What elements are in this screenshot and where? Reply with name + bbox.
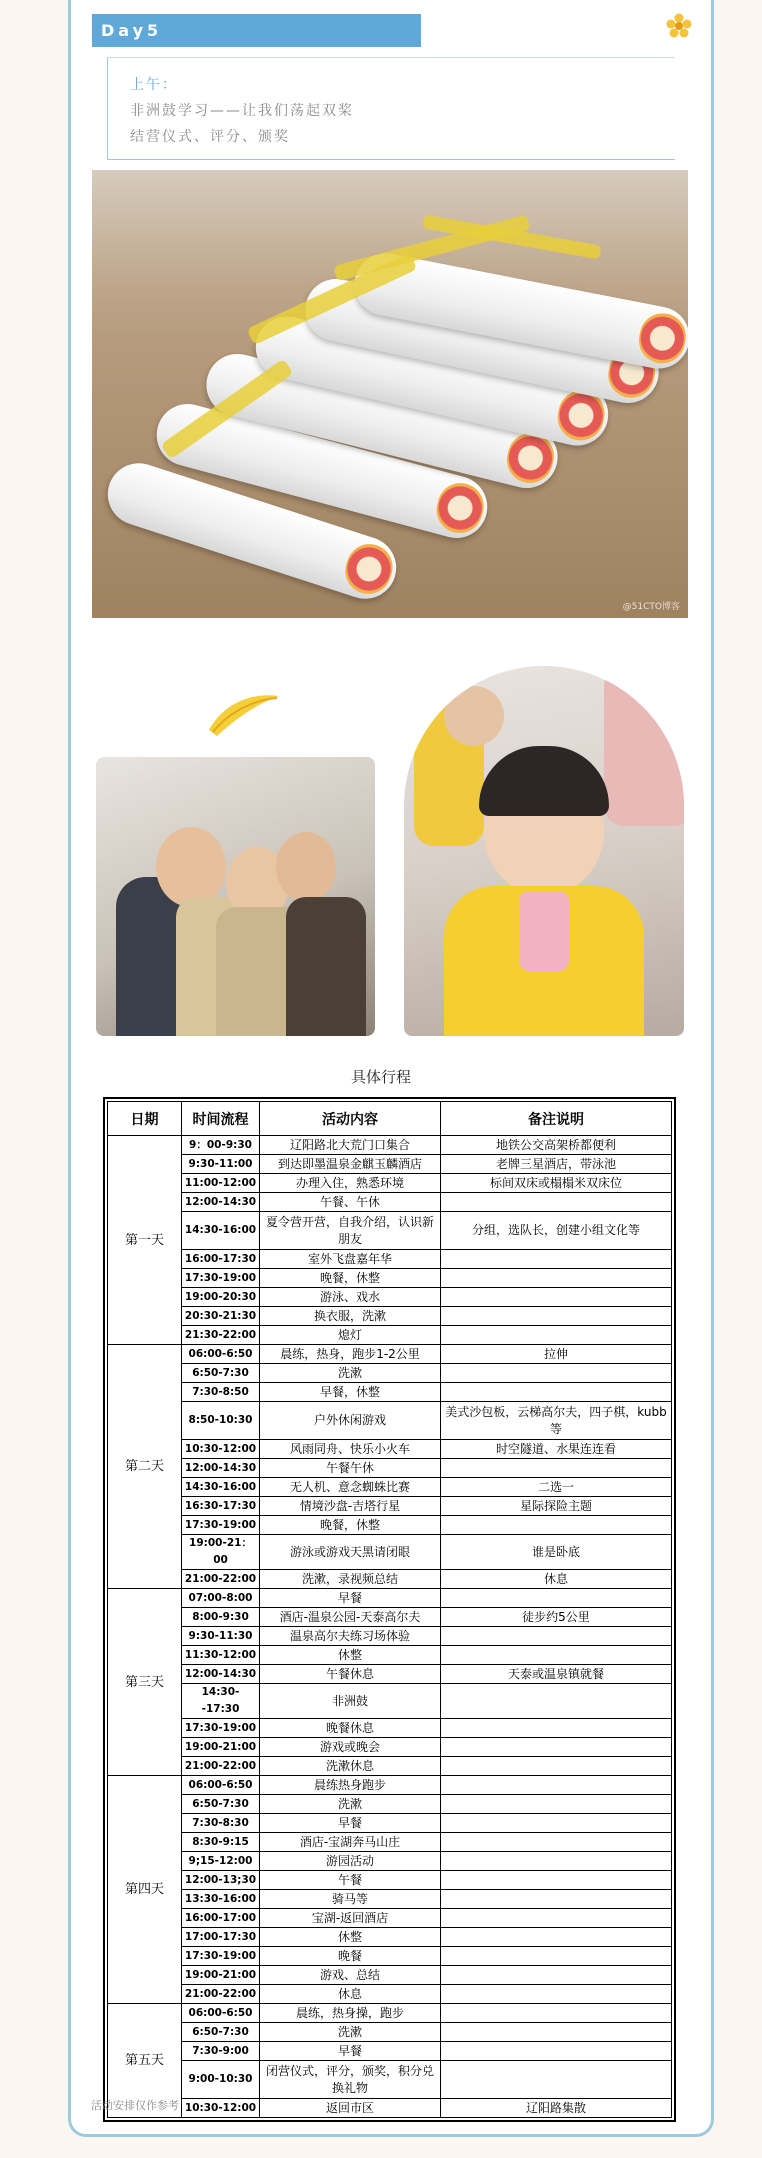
notes-cell: 谁是卧底	[441, 1535, 672, 1570]
schedule-item: 非洲鼓学习——让我们荡起双桨	[130, 103, 354, 119]
table-row	[108, 1966, 672, 1985]
time-cell: 14:30--17:30	[182, 1684, 260, 1719]
activity-cell: 辽阳路北大荒门口集合	[260, 1136, 441, 1155]
notes-cell	[441, 1890, 672, 1909]
table-row	[108, 1364, 672, 1383]
day-heading: Day5	[92, 14, 421, 47]
notes-cell	[441, 1383, 672, 1402]
table-row	[108, 1814, 672, 1833]
time-cell: 7:30-9:00	[182, 2042, 260, 2061]
activity-cell: 户外休闲游戏	[260, 1402, 441, 1440]
table-row	[108, 2042, 672, 2061]
activity-cell: 游园活动	[260, 1852, 441, 1871]
activity-cell: 午餐休息	[260, 1665, 441, 1684]
table-row	[108, 2023, 672, 2042]
notes-cell	[441, 1307, 672, 1326]
table-row	[108, 1833, 672, 1852]
notes-cell	[441, 1326, 672, 1345]
activity-cell: 晨练热身跑步	[260, 1776, 441, 1795]
notes-cell	[441, 1757, 672, 1776]
table-row	[108, 1776, 672, 1795]
notes-cell	[441, 1795, 672, 1814]
notes-cell	[441, 2042, 672, 2061]
schedule-period: 上午：	[130, 77, 178, 93]
header-date: 日期	[108, 1102, 182, 1136]
activity-cell: 洗漱	[260, 1795, 441, 1814]
notes-cell: 拉伸	[441, 1345, 672, 1364]
activity-cell: 酒店-宝湖奔马山庄	[260, 1833, 441, 1852]
time-cell: 21:00-22:00	[182, 1570, 260, 1589]
activity-cell: 休息	[260, 1985, 441, 2004]
time-cell: 9:00-10:30	[182, 2061, 260, 2099]
table-row	[108, 1459, 672, 1478]
activity-cell: 办理入住，熟悉环境	[260, 1174, 441, 1193]
day-cell: 第四天	[108, 1776, 182, 2004]
time-cell: 8:50-10:30	[182, 1402, 260, 1440]
activity-cell: 返回市区	[260, 2099, 441, 2118]
activity-cell: 午餐午休	[260, 1459, 441, 1478]
activity-cell: 到达即墨温泉金麒玉麟酒店	[260, 1155, 441, 1174]
time-cell: 10:30-12:00	[182, 2099, 260, 2118]
activity-cell: 宝湖-返回酒店	[260, 1909, 441, 1928]
day-cell: 第五天	[108, 2004, 182, 2118]
activity-cell: 晨练，热身，跑步1-2公里	[260, 1345, 441, 1364]
activity-cell: 休整	[260, 1646, 441, 1665]
activity-cell: 晚餐休息	[260, 1719, 441, 1738]
table-row	[108, 1307, 672, 1326]
table-row	[108, 1871, 672, 1890]
activity-cell: 早餐	[260, 1589, 441, 1608]
activity-cell: 洗漱休息	[260, 1757, 441, 1776]
notes-cell	[441, 1646, 672, 1665]
header-activity: 活动内容	[260, 1102, 441, 1136]
time-cell: 16:00-17:00	[182, 1909, 260, 1928]
activity-cell: 午餐	[260, 1871, 441, 1890]
time-cell: 14:30-16:00	[182, 1212, 260, 1250]
table-row	[108, 1852, 672, 1871]
table-row	[108, 1478, 672, 1497]
activity-cell: 游戏或晚会	[260, 1738, 441, 1757]
activity-cell: 风雨同舟、快乐小火车	[260, 1440, 441, 1459]
notes-cell	[441, 1852, 672, 1871]
time-cell: 17:00-17:30	[182, 1928, 260, 1947]
table-row	[108, 1440, 672, 1459]
time-cell: 17:30-19:00	[182, 1719, 260, 1738]
time-cell: 17:30-19:00	[182, 1269, 260, 1288]
time-cell: 21:30-22:00	[182, 1326, 260, 1345]
table-row	[108, 1589, 672, 1608]
notes-cell	[441, 1985, 672, 2004]
table-row	[108, 1947, 672, 1966]
table-row	[108, 1928, 672, 1947]
activity-cell: 无人机、意念蜘蛛比赛	[260, 1478, 441, 1497]
notes-cell	[441, 1966, 672, 1985]
time-cell: 12:00-14:30	[182, 1459, 260, 1478]
activity-cell: 闭营仪式，评分，颁奖，积分兑换礼物	[260, 2061, 441, 2099]
time-cell: 12:00-14:30	[182, 1193, 260, 1212]
time-cell: 6:50-7:30	[182, 1795, 260, 1814]
time-cell: 20:30-21:30	[182, 1307, 260, 1326]
notes-cell: 时空隧道、水果连连看	[441, 1440, 672, 1459]
activity-cell: 游泳、戏水	[260, 1288, 441, 1307]
notes-cell	[441, 2061, 672, 2099]
table-row	[108, 1155, 672, 1174]
time-cell: 7:30-8:30	[182, 1814, 260, 1833]
activity-cell: 洗漱	[260, 1364, 441, 1383]
photo-watermark: @51CTO博客	[622, 602, 680, 612]
schedule-item: 结营仪式、评分、颁奖	[130, 129, 290, 145]
day-cell: 第一天	[108, 1136, 182, 1345]
activity-cell: 非洲鼓	[260, 1684, 441, 1719]
header-notes: 备注说明	[441, 1102, 672, 1136]
activity-cell: 游戏、总结	[260, 1966, 441, 1985]
notes-cell: 辽阳路集散	[441, 2099, 672, 2118]
table-row	[108, 1665, 672, 1684]
activity-cell: 室外飞盘嘉年华	[260, 1250, 441, 1269]
notes-cell	[441, 1589, 672, 1608]
banana-icon	[203, 686, 283, 738]
time-cell: 19:00-21:00	[182, 1966, 260, 1985]
table-row	[108, 2099, 672, 2118]
table-row	[108, 1646, 672, 1665]
notes-cell	[441, 2004, 672, 2023]
time-cell: 7:30-8:50	[182, 1383, 260, 1402]
table-row	[108, 1383, 672, 1402]
table-row	[108, 1890, 672, 1909]
activity-cell: 夏令营开营，自我介绍，认识新朋友	[260, 1212, 441, 1250]
time-cell: 13:30-16:00	[182, 1890, 260, 1909]
notes-cell: 分组，选队长，创建小组文化等	[441, 1212, 672, 1250]
table-row	[108, 1402, 672, 1440]
time-cell: 9:30-11:30	[182, 1627, 260, 1646]
table-row	[108, 2061, 672, 2099]
notes-cell: 老牌三星酒店，带泳池	[441, 1155, 672, 1174]
table-row	[108, 1193, 672, 1212]
table-row	[108, 1627, 672, 1646]
table-row	[108, 1795, 672, 1814]
notes-cell: 徒步约5公里	[441, 1608, 672, 1627]
notes-cell	[441, 2023, 672, 2042]
notes-cell	[441, 1947, 672, 1966]
table-row	[108, 1345, 672, 1364]
notes-cell	[441, 1776, 672, 1795]
table-row	[108, 1985, 672, 2004]
time-cell: 17:30-19:00	[182, 1516, 260, 1535]
time-cell: 06:00-6:50	[182, 1345, 260, 1364]
notes-cell	[441, 1516, 672, 1535]
time-cell: 8:00-9:30	[182, 1608, 260, 1627]
time-cell: 8:30-9:15	[182, 1833, 260, 1852]
table-row	[108, 2004, 672, 2023]
activity-cell: 换衣服，洗漱	[260, 1307, 441, 1326]
time-cell: 12:00-13;30	[182, 1871, 260, 1890]
time-cell: 06:00-6:50	[182, 1776, 260, 1795]
notes-cell	[441, 1684, 672, 1719]
table-row	[108, 1757, 672, 1776]
flower-icon	[666, 13, 692, 39]
activity-cell: 早餐，休整	[260, 1383, 441, 1402]
notes-cell	[441, 1288, 672, 1307]
table-row	[108, 1516, 672, 1535]
table-row	[108, 1250, 672, 1269]
notes-cell	[441, 1459, 672, 1478]
day-cell: 第二天	[108, 1345, 182, 1589]
table-row	[108, 1212, 672, 1250]
schedule-note	[107, 57, 675, 160]
notes-cell	[441, 1814, 672, 1833]
time-cell: 9;15-12:00	[182, 1852, 260, 1871]
notes-cell	[441, 1364, 672, 1383]
notes-cell: 天泰或温泉镇就餐	[441, 1665, 672, 1684]
table-row	[108, 1909, 672, 1928]
table-row	[108, 1269, 672, 1288]
table-row	[108, 1719, 672, 1738]
table-row	[108, 1136, 672, 1155]
table-row	[108, 1738, 672, 1757]
table-row	[108, 1684, 672, 1719]
activity-cell: 晨练，热身操，跑步	[260, 2004, 441, 2023]
day-cell: 第三天	[108, 1589, 182, 1776]
time-cell: 12:00-14:30	[182, 1665, 260, 1684]
activity-cell: 熄灯	[260, 1326, 441, 1345]
time-cell: 11:00-12:00	[182, 1174, 260, 1193]
time-cell: 16:30-17:30	[182, 1497, 260, 1516]
notes-cell	[441, 1719, 672, 1738]
notes-cell: 美式沙包板，云梯高尔夫，四子棋，kubb等	[441, 1402, 672, 1440]
header-time: 时间流程	[182, 1102, 260, 1136]
notes-cell: 星际探险主题	[441, 1497, 672, 1516]
notes-cell	[441, 1833, 672, 1852]
table-row	[108, 1174, 672, 1193]
table-row	[108, 1535, 672, 1570]
time-cell: 9:30-11:00	[182, 1155, 260, 1174]
activity-cell: 洗漱	[260, 2023, 441, 2042]
notes-cell	[441, 1928, 672, 1947]
time-cell: 07:00-8:00	[182, 1589, 260, 1608]
time-cell: 21:00-22:00	[182, 1757, 260, 1776]
time-cell: 06:00-6:50	[182, 2004, 260, 2023]
notes-cell	[441, 1269, 672, 1288]
activity-cell: 温泉高尔夫练习场体验	[260, 1627, 441, 1646]
time-cell: 19:00-21:00	[182, 1738, 260, 1757]
table-row	[108, 1288, 672, 1307]
activity-cell: 游泳或游戏天黑请闭眼	[260, 1535, 441, 1570]
activity-cell: 晚餐，休整	[260, 1516, 441, 1535]
time-cell: 14:30-16:00	[182, 1478, 260, 1497]
notes-cell: 地铁公交高架桥都便利	[441, 1136, 672, 1155]
activity-cell: 休整	[260, 1928, 441, 1947]
itinerary-table	[103, 1097, 676, 2122]
time-cell: 6:50-7:30	[182, 1364, 260, 1383]
girl-yellow-vest-photo	[404, 666, 684, 1036]
table-header-row	[108, 1102, 672, 1136]
activity-cell: 骑马等	[260, 1890, 441, 1909]
notes-cell	[441, 1909, 672, 1928]
time-cell: 10:30-12:00	[182, 1440, 260, 1459]
notes-cell	[441, 1871, 672, 1890]
activity-cell: 酒店-温泉公园-天泰高尔夫	[260, 1608, 441, 1627]
notes-cell: 二选一	[441, 1478, 672, 1497]
table-row	[108, 1570, 672, 1589]
notes-cell	[441, 1627, 672, 1646]
notes-cell: 休息	[441, 1570, 672, 1589]
time-cell: 17:30-19:00	[182, 1947, 260, 1966]
children-group-photo	[96, 757, 375, 1036]
table-row	[108, 1326, 672, 1345]
itinerary-caption: 具体行程	[350, 1068, 411, 1086]
table-row	[108, 1497, 672, 1516]
activity-cell: 晚餐	[260, 1947, 441, 1966]
time-cell: 19:00-21：00	[182, 1535, 260, 1570]
footnote: 活动安排仅作参考	[91, 2099, 179, 2112]
activity-cell: 晚餐，休整	[260, 1269, 441, 1288]
notes-cell	[441, 1738, 672, 1757]
activity-cell: 洗漱，录视频总结	[260, 1570, 441, 1589]
activity-cell: 早餐	[260, 2042, 441, 2061]
activity-cell: 情境沙盘-吉塔行星	[260, 1497, 441, 1516]
time-cell: 11:30-12:00	[182, 1646, 260, 1665]
time-cell: 19:00-20:30	[182, 1288, 260, 1307]
notes-cell: 标间双床或榻榻米双床位	[441, 1174, 672, 1193]
activity-cell: 午餐、午休	[260, 1193, 441, 1212]
activity-cell: 早餐	[260, 1814, 441, 1833]
time-cell: 16:00-17:30	[182, 1250, 260, 1269]
certificate-scrolls-photo	[92, 170, 688, 618]
time-cell: 6:50-7:30	[182, 2023, 260, 2042]
table-row	[108, 1608, 672, 1627]
time-cell: 9：00-9:30	[182, 1136, 260, 1155]
notes-cell	[441, 1193, 672, 1212]
time-cell: 21:00-22:00	[182, 1985, 260, 2004]
notes-cell	[441, 1250, 672, 1269]
